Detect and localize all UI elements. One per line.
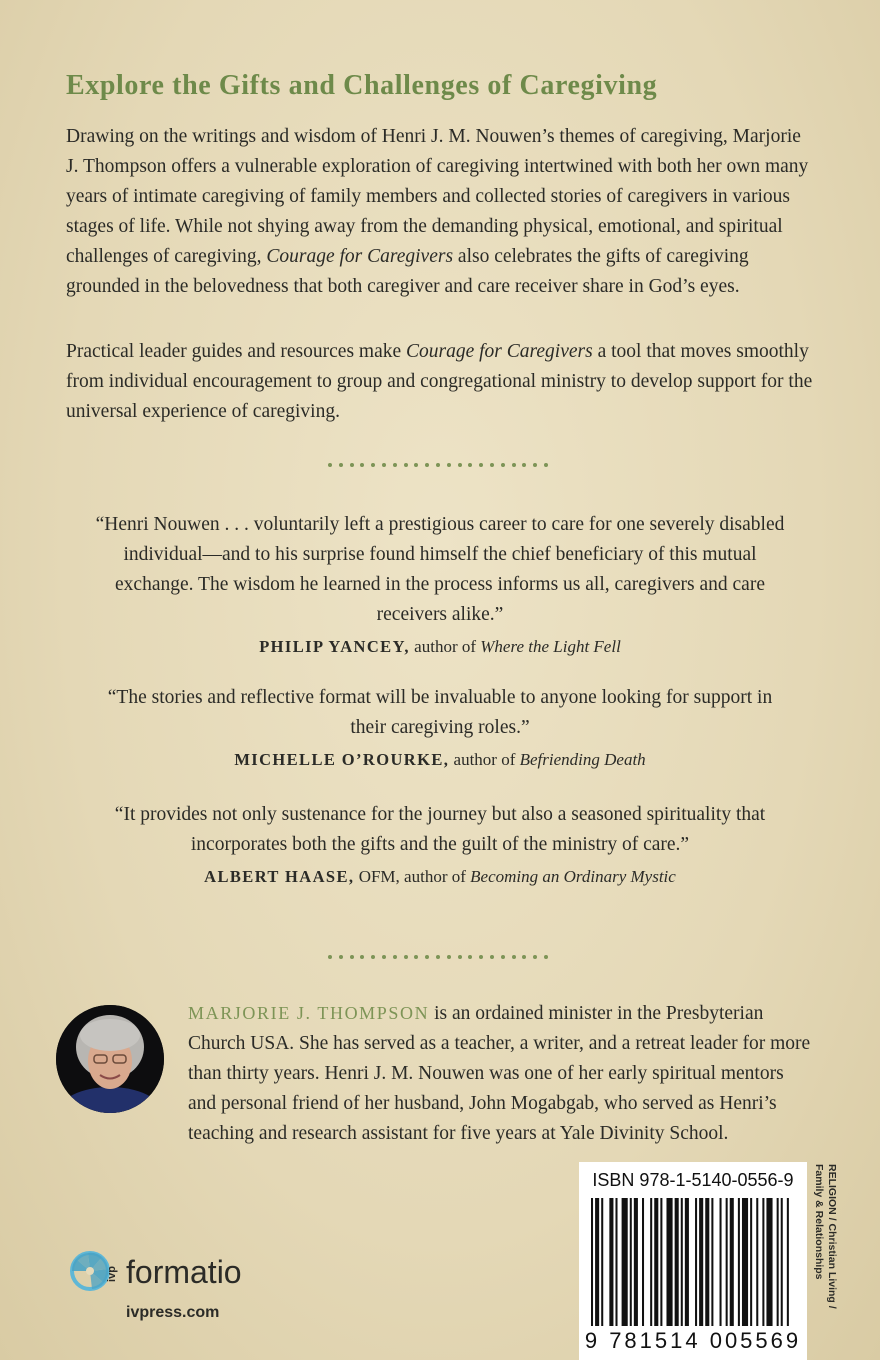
endorsement-attribution (90, 862, 790, 892)
isbn-label: ISBN 978-1-5140-0556-9 (592, 1170, 794, 1190)
bio-author-name: MARJORIE J. THOMPSON (188, 1003, 430, 1023)
barcode-digits: 9 781514 005569 (584, 1328, 802, 1353)
endorser-role: author of (453, 750, 516, 769)
description-paragraph-2 (66, 337, 816, 427)
endorser-name: ALBERT HAASE, (204, 867, 355, 886)
endorsement-2 (90, 683, 790, 775)
isbn-barcode (579, 1162, 807, 1360)
p1-text-a: Drawing on the writings and wisdom of Henri J. M. Nouwen’s themes of caregiving, Marjorie J. Thompson offers a vulnerable exploration of caregiving intertwined with both her own many years of intimate caregiving of family members and collected stories of caregivers in various stages of life. While not shying away from the demanding physical, emotional, and spiritual challenges of caregiving, (66, 126, 809, 267)
endorser-book: Where the Light Fell (480, 637, 621, 656)
category-line-2: Family & Relationships (813, 1164, 825, 1280)
p2-text-a: Practical leader guides and resources make (66, 341, 402, 362)
p1-text-b: also celebrates the gifts of caregiving grounded in the belovedness that both caregiver and care receiver share in God’s eyes. (66, 246, 749, 297)
p2-text-b: a tool that moves smoothly from individual encouragement to group and congregational ministry to develop support for the universal experience of caregiving. (66, 341, 813, 422)
back-cover-heading: Explore the Gifts and Challenges of Caregiving (66, 70, 658, 101)
bisac-category (812, 1164, 838, 1309)
endorser-book: Befriending Death (519, 750, 646, 769)
barcode-bars-icon (591, 1198, 795, 1326)
dotted-divider-bottom (328, 955, 548, 963)
p1-book-title: Courage for Caregivers (266, 246, 454, 267)
endorsement-attribution (90, 632, 790, 662)
endorser-book: Becoming an Ordinary Mystic (470, 867, 676, 886)
publisher-url: ivpress.com (126, 1304, 220, 1321)
endorsement-quote: “It provides not only sustenance for the journey but also a seasoned spirituality that incorporates both the gifts and the guilt of the ministry of care.” (114, 804, 766, 855)
endorsement-3 (90, 800, 790, 892)
author-bio (188, 998, 813, 1149)
author-photo (56, 1005, 164, 1113)
endorser-role: author of (404, 867, 466, 886)
endorser-name: PHILIP YANCEY, (259, 637, 410, 656)
endorsement-attribution (90, 745, 790, 775)
description-paragraph-1 (66, 122, 816, 302)
endorsement-quote: “The stories and reflective format will be invaluable to anyone looking for support in their caregiving roles.” (107, 687, 773, 738)
p2-book-title: Courage for Caregivers (406, 341, 593, 362)
endorsement-quote: “Henri Nouwen . . . voluntarily left a prestigious career to care for one severely disabled individual—and to his surprise found himself the chief beneficiary of this mutual exchange. The wisdom he learned in the process informs us all, caregivers and care receivers alike.” (95, 514, 785, 625)
author-portrait-icon (56, 1005, 164, 1113)
ivp-mark: ivp (105, 1266, 118, 1282)
category-line-1: RELIGION / Christian Living / (826, 1164, 838, 1309)
endorser-name: MICHELLE O’ROURKE, (234, 750, 450, 769)
endorsement-1 (90, 510, 790, 662)
publisher-imprint: formatio (126, 1254, 242, 1290)
endorser-role: author of (414, 637, 477, 656)
bio-text: is an ordained minister in the Presbyterian Church USA. She has served as a teacher, a writer, and a retreat leader for more than thirty years. Henri J. M. Nouwen was one of her early spiritual mentors and personal friend of her husband, John Mogabgab, who served as Henri’s teaching and research assistant for five years at Yale Divinity School. (188, 1003, 811, 1144)
endorser-suffix: OFM, (358, 867, 400, 886)
dotted-divider-top (328, 463, 548, 471)
